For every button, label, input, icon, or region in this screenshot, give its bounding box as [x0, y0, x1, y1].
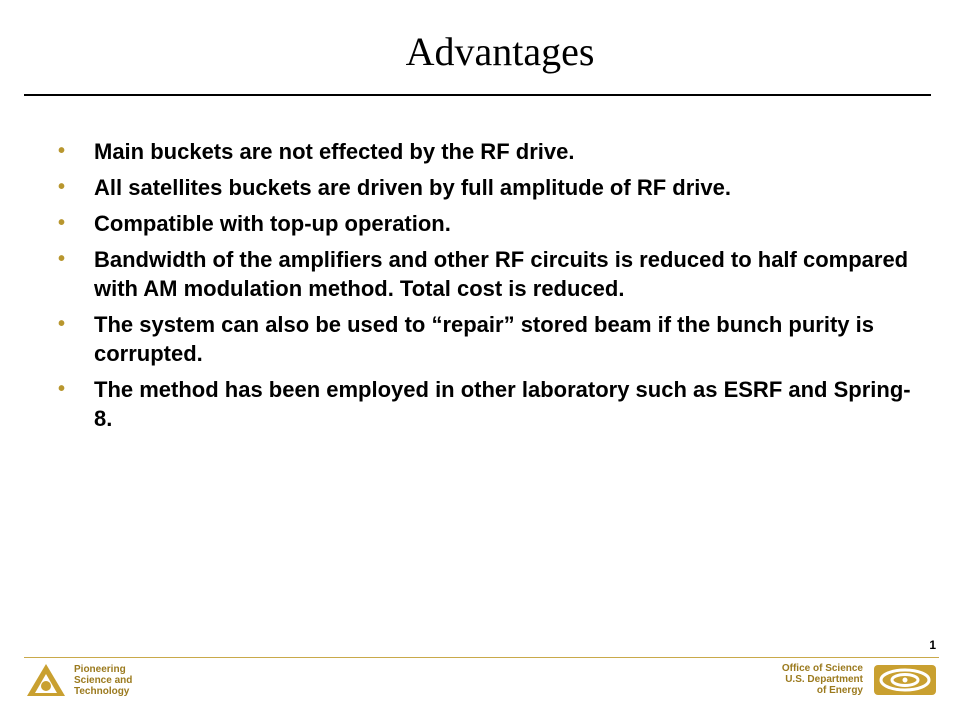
- bullet-item: [52, 245, 912, 303]
- footer-left-line: Pioneering: [74, 664, 126, 675]
- footer-right-line: Office of Science: [781, 663, 863, 674]
- bullet-icon: •: [58, 248, 66, 270]
- bullet-item: [52, 173, 912, 202]
- bullet-text: Main buckets are not effected by the RF drive.: [94, 139, 575, 164]
- bullet-item: [52, 209, 912, 238]
- footer-left-line: Technology: [74, 686, 130, 697]
- bullet-item: [52, 137, 912, 166]
- footer-right-line: of Energy: [816, 685, 863, 696]
- footer-right-line: U.S. Department: [785, 674, 863, 685]
- footer-left-line: Science and: [74, 675, 133, 686]
- bullet-icon: •: [58, 313, 66, 335]
- bullet-text: Compatible with top-up operation.: [94, 211, 451, 236]
- bullet-item: [52, 310, 912, 368]
- footer-right-tagline: [782, 663, 863, 696]
- page-number: 1: [929, 638, 936, 652]
- bullet-icon: •: [58, 378, 66, 400]
- footer-left-tagline: [74, 664, 132, 697]
- bullet-icon: •: [58, 212, 66, 234]
- title-divider: [24, 94, 931, 96]
- doe-logo-icon: [873, 664, 937, 696]
- bullet-list: [52, 137, 912, 440]
- bullet-icon: •: [58, 140, 66, 162]
- bullet-text: The system can also be used to “repair” stored beam if the bunch purity is corrupted.: [94, 312, 874, 366]
- argonne-logo-icon: [26, 662, 66, 698]
- footer-divider: [24, 657, 939, 658]
- bullet-item: [52, 375, 912, 433]
- bullet-text: All satellites buckets are driven by full amplitude of RF drive.: [94, 175, 731, 200]
- bullet-text: The method has been employed in other laboratory such as ESRF and Spring-8.: [94, 377, 911, 431]
- bullet-icon: •: [58, 176, 66, 198]
- slide-title: Advantages: [405, 29, 595, 74]
- bullet-text: Bandwidth of the amplifiers and other RF circuits is reduced to half compared with AM modulation method. Total cost is reduced.: [94, 247, 909, 301]
